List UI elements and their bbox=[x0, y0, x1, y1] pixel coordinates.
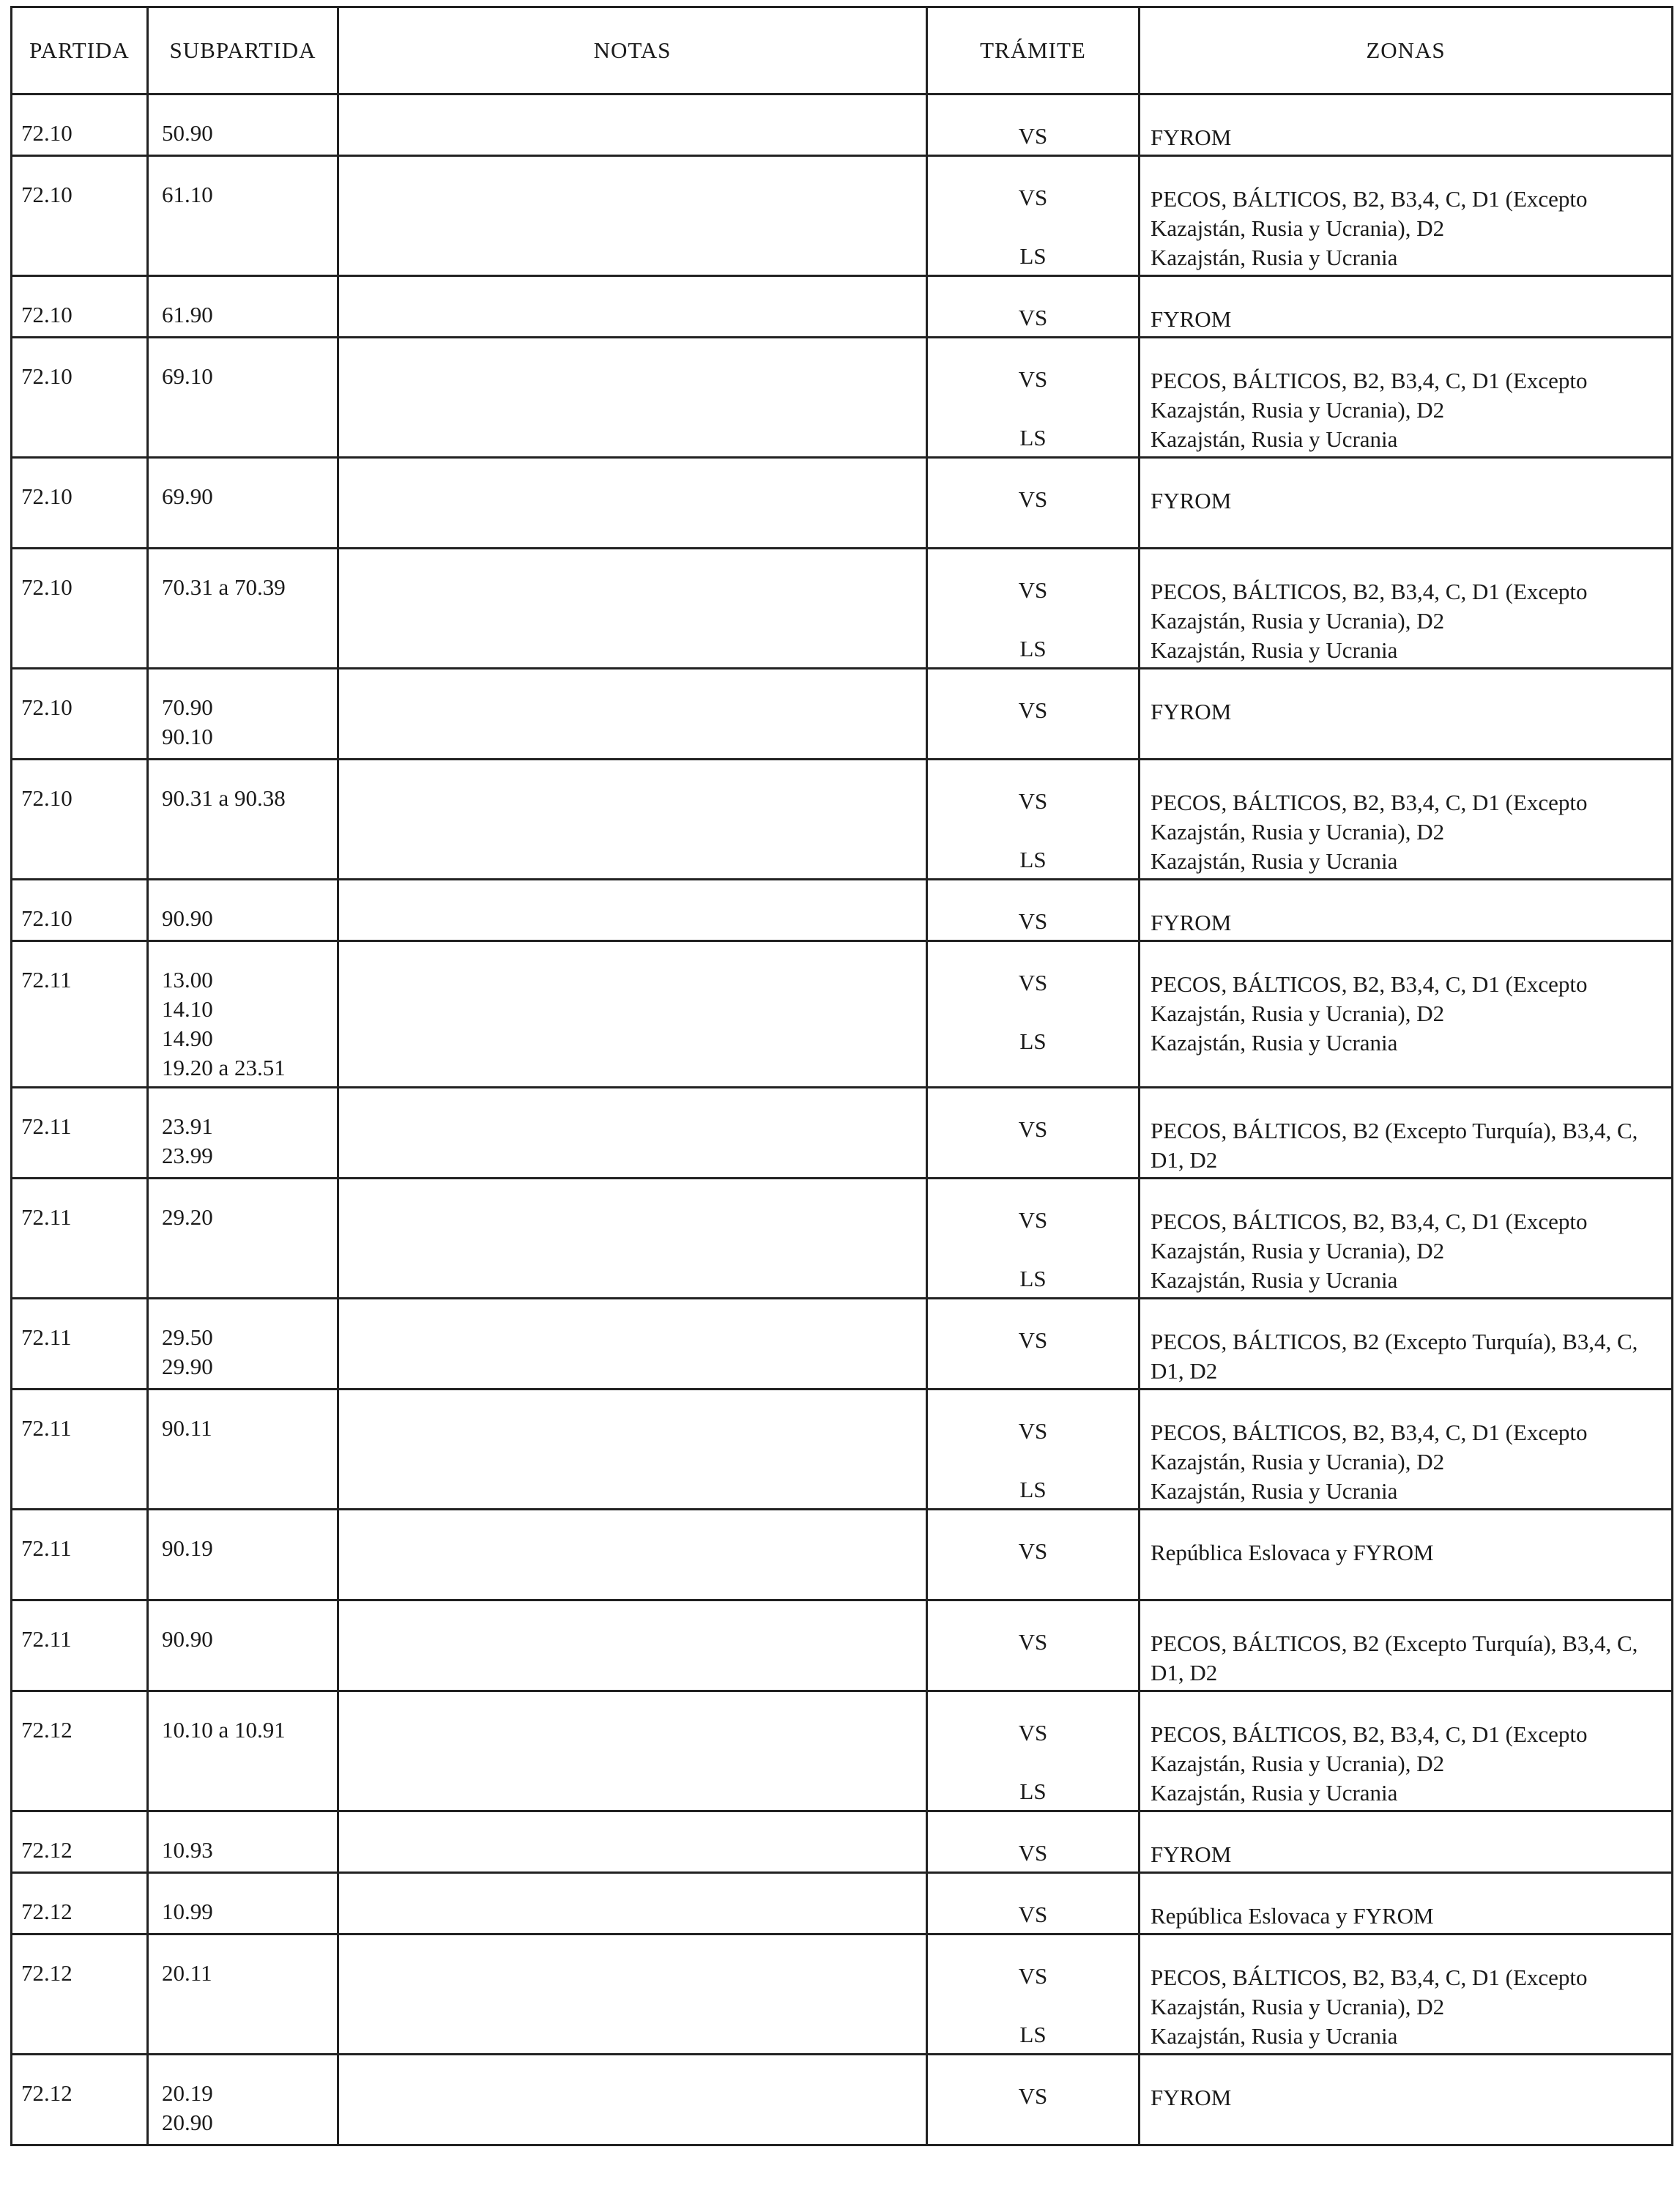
subpartida-code: 14.10 bbox=[162, 996, 213, 1022]
tramite-code: LS bbox=[1019, 243, 1047, 269]
tramite-code: VS bbox=[1018, 2083, 1048, 2109]
subpartida-cell bbox=[148, 1390, 338, 1510]
subpartida-cell bbox=[148, 1934, 338, 2055]
table-row bbox=[12, 549, 1673, 669]
zonas-cell bbox=[1140, 1811, 1673, 1873]
table-header bbox=[12, 7, 1673, 94]
zonas-cell bbox=[1140, 338, 1673, 458]
tramite-code: VS bbox=[1018, 123, 1048, 149]
tramite-cell bbox=[927, 1934, 1140, 2055]
tramite-spacer bbox=[928, 816, 1138, 845]
header-partida: PARTIDA bbox=[12, 7, 148, 94]
tramite-code: LS bbox=[1019, 2022, 1047, 2047]
partida-cell: 72.10 bbox=[12, 760, 148, 880]
subpartida-cell bbox=[148, 94, 338, 156]
table-row bbox=[12, 1600, 1673, 1691]
zona-text: Kazajstán, Rusia y Ucrania bbox=[1151, 1478, 1398, 1504]
subpartida-code: 13.00 bbox=[162, 967, 213, 993]
tramite-cell bbox=[927, 2055, 1140, 2145]
partida-cell: 72.10 bbox=[12, 338, 148, 458]
table-row bbox=[12, 1299, 1673, 1390]
zona-text: PECOS, BÁLTICOS, B2, B3,4, C, D1 (Excepto Kazajstán, Rusia y Ucrania), D2 bbox=[1151, 790, 1588, 845]
tramite-spacer bbox=[928, 394, 1138, 423]
zonas-cell bbox=[1140, 1873, 1673, 1934]
subpartida-code: 19.20 a 23.51 bbox=[162, 1055, 286, 1080]
table-row bbox=[12, 94, 1673, 156]
tramite-code: VS bbox=[1018, 908, 1048, 934]
tramite-code: VS bbox=[1018, 1902, 1048, 1927]
zona-text: Kazajstán, Rusia y Ucrania bbox=[1151, 1267, 1398, 1293]
subpartida-code: 23.99 bbox=[162, 1143, 213, 1168]
subpartida-code: 20.11 bbox=[162, 1960, 212, 1986]
tramite-code: LS bbox=[1019, 1028, 1047, 1054]
notas-cell bbox=[338, 2055, 927, 2145]
subpartida-cell bbox=[148, 1600, 338, 1691]
subpartida-code: 50.90 bbox=[162, 120, 213, 146]
zona-text: PECOS, BÁLTICOS, B2 (Excepto Turquía), B3,4, C, D1, D2 bbox=[1151, 1118, 1638, 1173]
partida-cell: 72.11 bbox=[12, 1088, 148, 1179]
zonas-cell bbox=[1140, 880, 1673, 941]
notas-cell bbox=[338, 94, 927, 156]
tramite-code: VS bbox=[1018, 1327, 1048, 1353]
notas-cell bbox=[338, 760, 927, 880]
tramite-code: VS bbox=[1018, 1538, 1048, 1564]
zona-text: República Eslovaca y FYROM bbox=[1151, 1540, 1434, 1565]
zonas-cell bbox=[1140, 1934, 1673, 2055]
tramite-code: VS bbox=[1018, 1840, 1048, 1866]
subpartida-cell bbox=[148, 1299, 338, 1390]
tramite-spacer bbox=[928, 1991, 1138, 2020]
table-row bbox=[12, 880, 1673, 941]
tramite-code: VS bbox=[1018, 1629, 1048, 1655]
notas-cell bbox=[338, 880, 927, 941]
subpartida-code: 90.11 bbox=[162, 1415, 212, 1441]
zona-text: PECOS, BÁLTICOS, B2, B3,4, C, D1 (Excepto Kazajstán, Rusia y Ucrania), D2 bbox=[1151, 579, 1588, 634]
notas-cell bbox=[338, 1179, 927, 1299]
zonas-cell bbox=[1140, 94, 1673, 156]
subpartida-cell bbox=[148, 760, 338, 880]
zona-text: PECOS, BÁLTICOS, B2 (Excepto Turquía), B3,4, C, D1, D2 bbox=[1151, 1329, 1638, 1384]
tramite-spacer bbox=[928, 212, 1138, 242]
header-zonas: ZONAS bbox=[1140, 7, 1673, 94]
subpartida-code: 20.90 bbox=[162, 2110, 213, 2135]
tramite-code: LS bbox=[1019, 847, 1047, 872]
notas-cell bbox=[338, 941, 927, 1088]
zona-text: Kazajstán, Rusia y Ucrania bbox=[1151, 637, 1398, 663]
tramite-spacer bbox=[928, 605, 1138, 634]
subpartida-code: 69.10 bbox=[162, 363, 213, 389]
notas-cell bbox=[338, 669, 927, 760]
notas-cell bbox=[338, 1934, 927, 2055]
table-row bbox=[12, 1510, 1673, 1600]
subpartida-code: 29.90 bbox=[162, 1354, 213, 1379]
zonas-cell bbox=[1140, 1299, 1673, 1390]
partida-cell: 72.11 bbox=[12, 1179, 148, 1299]
partida-cell: 72.10 bbox=[12, 880, 148, 941]
tramite-code: VS bbox=[1018, 305, 1048, 330]
zona-text: FYROM bbox=[1151, 125, 1232, 150]
notas-cell bbox=[338, 1811, 927, 1873]
tramite-code: VS bbox=[1018, 697, 1048, 723]
subpartida-code: 61.10 bbox=[162, 182, 213, 207]
partida-cell: 72.12 bbox=[12, 2055, 148, 2145]
subpartida-code: 70.31 a 70.39 bbox=[162, 574, 286, 600]
table-row bbox=[12, 1088, 1673, 1179]
subpartida-cell bbox=[148, 880, 338, 941]
zona-text: Kazajstán, Rusia y Ucrania bbox=[1151, 426, 1398, 452]
table-row bbox=[12, 760, 1673, 880]
notas-cell bbox=[338, 1600, 927, 1691]
zona-text: República Eslovaca y FYROM bbox=[1151, 1903, 1434, 1929]
zonas-cell bbox=[1140, 1390, 1673, 1510]
subpartida-cell bbox=[148, 1691, 338, 1811]
notas-cell bbox=[338, 156, 927, 276]
header-tramite: TRÁMITE bbox=[927, 7, 1140, 94]
table-row bbox=[12, 1390, 1673, 1510]
table-row bbox=[12, 1934, 1673, 2055]
tramite-cell bbox=[927, 94, 1140, 156]
partida-cell: 72.12 bbox=[12, 1934, 148, 2055]
partida-cell: 72.10 bbox=[12, 156, 148, 276]
partida-cell: 72.11 bbox=[12, 1510, 148, 1600]
tramite-cell bbox=[927, 1873, 1140, 1934]
tramite-cell bbox=[927, 1600, 1140, 1691]
partida-cell: 72.10 bbox=[12, 276, 148, 338]
subpartida-cell bbox=[148, 1510, 338, 1600]
zona-text: PECOS, BÁLTICOS, B2, B3,4, C, D1 (Excepto Kazajstán, Rusia y Ucrania), D2 bbox=[1151, 186, 1588, 241]
partida-cell: 72.12 bbox=[12, 1873, 148, 1934]
tramite-cell bbox=[927, 1390, 1140, 1510]
table-row bbox=[12, 156, 1673, 276]
zonas-cell bbox=[1140, 1088, 1673, 1179]
notas-cell bbox=[338, 1299, 927, 1390]
partida-cell: 72.12 bbox=[12, 1691, 148, 1811]
tramite-code: VS bbox=[1018, 366, 1048, 392]
zona-text: Kazajstán, Rusia y Ucrania bbox=[1151, 1780, 1398, 1806]
zona-text: Kazajstán, Rusia y Ucrania bbox=[1151, 2023, 1398, 2049]
table-row bbox=[12, 1691, 1673, 1811]
subpartida-code: 90.31 a 90.38 bbox=[162, 785, 286, 811]
subpartida-code: 70.90 bbox=[162, 694, 213, 720]
table-row bbox=[12, 669, 1673, 760]
subpartida-cell bbox=[148, 1179, 338, 1299]
subpartida-code: 90.90 bbox=[162, 1626, 213, 1652]
zona-text: Kazajstán, Rusia y Ucrania bbox=[1151, 1030, 1398, 1056]
table-row bbox=[12, 1179, 1673, 1299]
tramite-cell bbox=[927, 1811, 1140, 1873]
zona-text: PECOS, BÁLTICOS, B2, B3,4, C, D1 (Excepto Kazajstán, Rusia y Ucrania), D2 bbox=[1151, 1420, 1588, 1474]
tramite-code: VS bbox=[1018, 577, 1048, 603]
tramite-code: VS bbox=[1018, 1963, 1048, 1989]
tramite-code: VS bbox=[1018, 185, 1048, 210]
notas-cell bbox=[338, 1510, 927, 1600]
tramite-code: VS bbox=[1018, 1418, 1048, 1444]
tramite-cell bbox=[927, 338, 1140, 458]
table-row bbox=[12, 338, 1673, 458]
tramite-code: VS bbox=[1018, 970, 1048, 995]
tramite-code: VS bbox=[1018, 486, 1048, 512]
notas-cell bbox=[338, 1390, 927, 1510]
table-row bbox=[12, 1873, 1673, 1934]
partida-cell: 72.10 bbox=[12, 669, 148, 760]
zonas-cell bbox=[1140, 549, 1673, 669]
subpartida-cell bbox=[148, 1811, 338, 1873]
tramite-cell bbox=[927, 1088, 1140, 1179]
table-row bbox=[12, 1811, 1673, 1873]
subpartida-cell bbox=[148, 156, 338, 276]
zona-text: FYROM bbox=[1151, 699, 1232, 724]
tramite-cell bbox=[927, 458, 1140, 549]
partida-cell: 72.10 bbox=[12, 458, 148, 549]
zonas-cell bbox=[1140, 760, 1673, 880]
subpartida-cell bbox=[148, 549, 338, 669]
subpartida-cell bbox=[148, 458, 338, 549]
tramite-code: LS bbox=[1019, 1778, 1047, 1804]
zona-text: PECOS, BÁLTICOS, B2 (Excepto Turquía), B3,4, C, D1, D2 bbox=[1151, 1631, 1638, 1685]
zona-text: Kazajstán, Rusia y Ucrania bbox=[1151, 848, 1398, 874]
subpartida-code: 69.90 bbox=[162, 483, 213, 509]
tramite-cell bbox=[927, 276, 1140, 338]
table-row bbox=[12, 276, 1673, 338]
tramite-spacer bbox=[928, 998, 1138, 1027]
subpartida-code: 90.10 bbox=[162, 724, 213, 749]
tramite-spacer bbox=[928, 1748, 1138, 1777]
notas-cell bbox=[338, 338, 927, 458]
table-row bbox=[12, 941, 1673, 1088]
subpartida-code: 10.93 bbox=[162, 1837, 213, 1863]
tramite-cell bbox=[927, 941, 1140, 1088]
zonas-cell bbox=[1140, 1510, 1673, 1600]
tramite-code: VS bbox=[1018, 788, 1048, 814]
header-subpartida: SUBPARTIDA bbox=[148, 7, 338, 94]
tramite-code: VS bbox=[1018, 1720, 1048, 1746]
partida-cell: 72.11 bbox=[12, 941, 148, 1088]
tramite-cell bbox=[927, 156, 1140, 276]
subpartida-code: 10.99 bbox=[162, 1899, 213, 1924]
partida-cell: 72.12 bbox=[12, 1811, 148, 1873]
tramite-cell bbox=[927, 1179, 1140, 1299]
partida-cell: 72.10 bbox=[12, 549, 148, 669]
zona-text: PECOS, BÁLTICOS, B2, B3,4, C, D1 (Excepto Kazajstán, Rusia y Ucrania), D2 bbox=[1151, 1721, 1588, 1776]
table-row bbox=[12, 458, 1673, 549]
subpartida-cell bbox=[148, 1873, 338, 1934]
tramite-cell bbox=[927, 880, 1140, 941]
export-procedures-table bbox=[10, 6, 1673, 2146]
zonas-cell bbox=[1140, 2055, 1673, 2145]
header-row bbox=[12, 7, 1673, 94]
table-body bbox=[12, 94, 1673, 2145]
subpartida-cell bbox=[148, 941, 338, 1088]
tramite-spacer bbox=[928, 1235, 1138, 1264]
subpartida-cell bbox=[148, 2055, 338, 2145]
subpartida-code: 61.90 bbox=[162, 302, 213, 327]
tramite-cell bbox=[927, 669, 1140, 760]
zona-text: FYROM bbox=[1151, 2085, 1232, 2110]
subpartida-cell bbox=[148, 338, 338, 458]
partida-cell: 72.11 bbox=[12, 1390, 148, 1510]
partida-cell: 72.11 bbox=[12, 1299, 148, 1390]
tramite-code: LS bbox=[1019, 1266, 1047, 1291]
tramite-code: LS bbox=[1019, 425, 1047, 450]
partida-cell: 72.10 bbox=[12, 94, 148, 156]
subpartida-code: 10.10 a 10.91 bbox=[162, 1717, 286, 1743]
zonas-cell bbox=[1140, 941, 1673, 1088]
zonas-cell bbox=[1140, 669, 1673, 760]
tramite-cell bbox=[927, 549, 1140, 669]
notas-cell bbox=[338, 1691, 927, 1811]
subpartida-code: 29.50 bbox=[162, 1324, 213, 1350]
notas-cell bbox=[338, 549, 927, 669]
notas-cell bbox=[338, 458, 927, 549]
zona-text: PECOS, BÁLTICOS, B2, B3,4, C, D1 (Excepto Kazajstán, Rusia y Ucrania), D2 bbox=[1151, 971, 1588, 1026]
subpartida-cell bbox=[148, 1088, 338, 1179]
subpartida-code: 14.90 bbox=[162, 1025, 213, 1051]
zona-text: FYROM bbox=[1151, 488, 1232, 513]
tramite-code: VS bbox=[1018, 1207, 1048, 1233]
zona-text: PECOS, BÁLTICOS, B2, B3,4, C, D1 (Excepto Kazajstán, Rusia y Ucrania), D2 bbox=[1151, 368, 1588, 423]
tramite-cell bbox=[927, 1510, 1140, 1600]
notas-cell bbox=[338, 1873, 927, 1934]
notas-cell bbox=[338, 276, 927, 338]
tramite-code: LS bbox=[1019, 1477, 1047, 1502]
zona-text: PECOS, BÁLTICOS, B2, B3,4, C, D1 (Excepto Kazajstán, Rusia y Ucrania), D2 bbox=[1151, 1965, 1588, 2019]
subpartida-cell bbox=[148, 669, 338, 760]
notas-cell bbox=[338, 1088, 927, 1179]
zonas-cell bbox=[1140, 276, 1673, 338]
zonas-cell bbox=[1140, 1179, 1673, 1299]
tramite-spacer bbox=[928, 1446, 1138, 1475]
tramite-code: VS bbox=[1018, 1116, 1048, 1142]
tramite-cell bbox=[927, 1691, 1140, 1811]
subpartida-cell bbox=[148, 276, 338, 338]
zonas-cell bbox=[1140, 156, 1673, 276]
subpartida-code: 90.19 bbox=[162, 1535, 213, 1561]
tramite-code: LS bbox=[1019, 636, 1047, 661]
subpartida-code: 90.90 bbox=[162, 905, 213, 931]
subpartida-code: 23.91 bbox=[162, 1113, 213, 1139]
zona-text: PECOS, BÁLTICOS, B2, B3,4, C, D1 (Excepto Kazajstán, Rusia y Ucrania), D2 bbox=[1151, 1209, 1588, 1264]
header-notas: NOTAS bbox=[338, 7, 927, 94]
tramite-cell bbox=[927, 760, 1140, 880]
zonas-cell bbox=[1140, 1600, 1673, 1691]
subpartida-code: 29.20 bbox=[162, 1204, 213, 1230]
zona-text: FYROM bbox=[1151, 306, 1232, 332]
tramite-cell bbox=[927, 1299, 1140, 1390]
zonas-cell bbox=[1140, 1691, 1673, 1811]
zona-text: FYROM bbox=[1151, 1841, 1232, 1867]
zona-text: FYROM bbox=[1151, 910, 1232, 935]
partida-cell: 72.11 bbox=[12, 1600, 148, 1691]
table-row bbox=[12, 2055, 1673, 2145]
subpartida-code: 20.19 bbox=[162, 2080, 213, 2106]
zonas-cell bbox=[1140, 458, 1673, 549]
zona-text: Kazajstán, Rusia y Ucrania bbox=[1151, 245, 1398, 270]
